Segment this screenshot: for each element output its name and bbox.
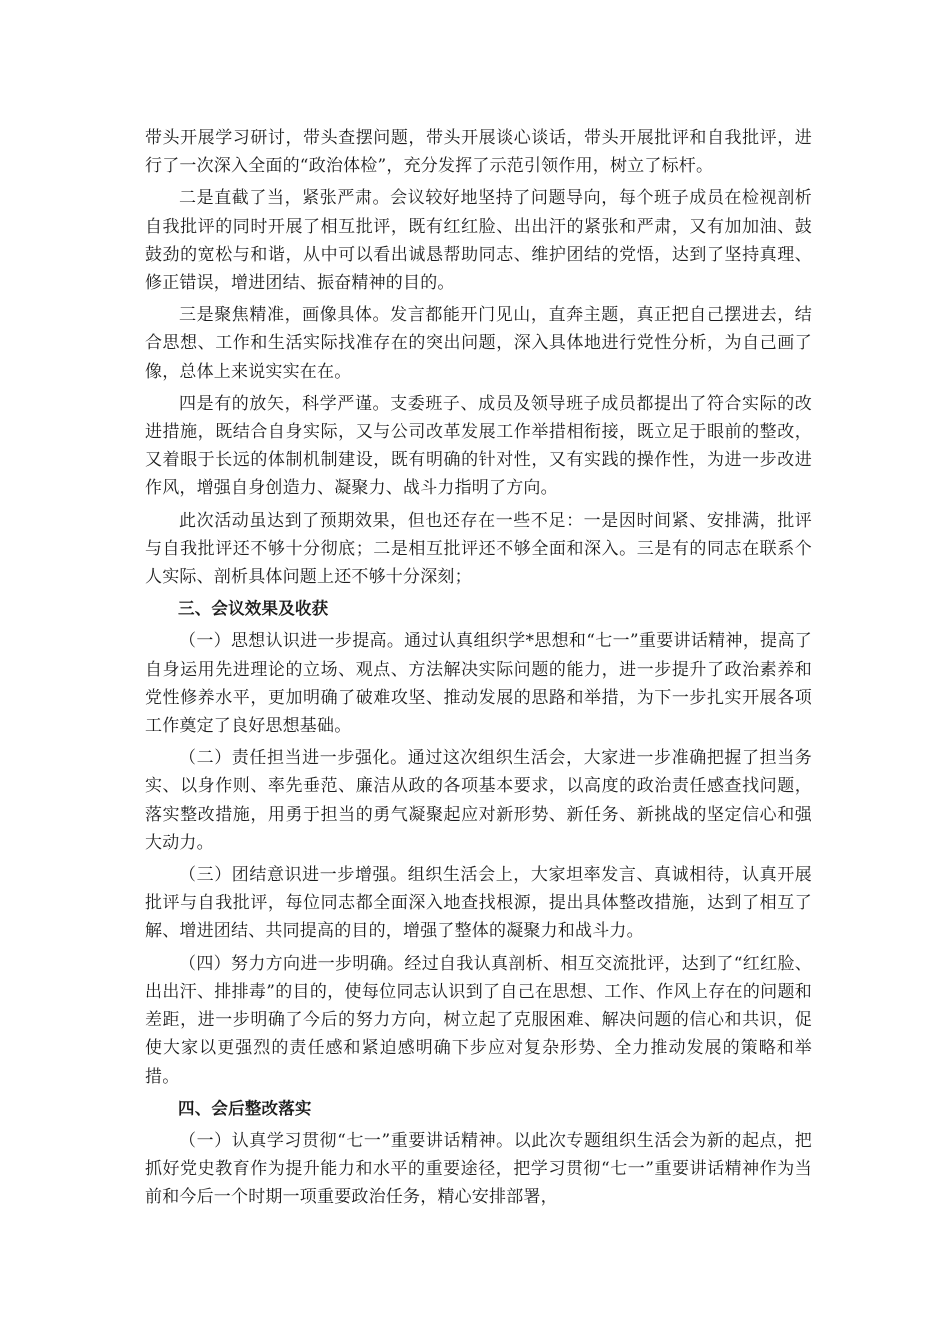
- paragraph-shortcomings: 此次活动虽达到了预期效果，但也还存在一些不足：一是因时间紧、安排满，批评与自我批评还不够十分彻底；二是相互批评还不够全面和深入。三是有的同志在联系个人实际、剖析具体问题上还不够十分深刻；: [145, 510, 812, 588]
- paragraph-result-two: （二）责任担当进一步强化。通过这次组织生活会，大家进一步准确把握了担当务实、以身作则、率先垂范、廉洁从政的各项基本要求，以高度的政治责任感查找问题，落实整改措施，用勇于担当的勇气凝聚起应对新形势、新任务、新挑战的坚定信心和强大动力。: [145, 748, 812, 853]
- paragraph-point-two: 二是直截了当，紧张严肃。会议较好地坚持了问题导向，每个班子成员在检视剖析自我批评的同时开展了相互批评，既有红红脸、出出汗的紧张和严肃，又有加加油、鼓鼓劲的宽松与和谐，从中可以看出诚恳帮助同志、维护团结的党悟，达到了坚持真理、修正错误，增进团结、振奋精神的目的。: [145, 188, 812, 294]
- section-heading-four: 四、会后整改落实: [178, 1098, 312, 1118]
- paragraph-rectification-one: （一）认真学习贯彻“七一”重要讲话精神。以此次专题组织生活会为新的起点，把抓好党史教育作为提升能力和水平的重要途径，把学习贯彻“七一”重要讲话精神作为当前和今后一个时期一项重要政治任务，精心安排部署，: [145, 1130, 812, 1208]
- paragraph-continuation: 带头开展学习研讨，带头查摆问题，带头开展谈心谈话，带头开展批评和自我批评，进行了一次深入全面的“政治体检”，充分发挥了示范引领作用，树立了标杆。: [145, 128, 812, 177]
- paragraph-point-four: 四是有的放矢，科学严谨。支委班子、成员及领导班子成员都提出了符合实际的改进措施，既结合自身实际，又与公司改革发展工作举措相衔接，既立足于眼前的整改，又着眼于长远的体制机制建设，既有明确的针对性，又有实践的操作性，为进一步改进作风，增强自身创造力、凝聚力、战斗力指明了方向。: [145, 393, 812, 499]
- document-body: [145, 124, 812, 1216]
- paragraph-result-three: （三）团结意识进一步增强。组织生活会上，大家坦率发言、真诚相待，认真开展批评与自我批评，每位同志都全面深入地查找根源，提出具体整改措施，达到了相互了解、增进团结、共同提高的目的，增强了整体的凝聚力和战斗力。: [145, 865, 812, 942]
- section-heading-three: 三、会议效果及收获: [178, 599, 329, 619]
- paragraph-point-three: 三是聚焦精准，画像具体。发言都能开门见山，直奔主题，真正把自己摆进去，结合思想、工作和生活实际找准存在的突出问题，深入具体地进行党性分析，为自己画了像，总体上来说实实在在。: [145, 305, 812, 382]
- paragraph-result-one: （一）思想认识进一步提高。通过认真组织学*思想和“七一”重要讲话精神，提高了自身运用先进理论的立场、观点、方法解决实际问题的能力，进一步提升了政治素养和党性修养水平，更加明确了破难攻坚、推动发展的思路和举措，为下一步扎实开展各项工作奠定了良好思想基础。: [145, 631, 812, 737]
- paragraph-result-four: （四）努力方向进一步明确。经过自我认真剖析、相互交流批评，达到了“红红脸、出出汗、排排毒”的目的，使每位同志认识到了自己在思想、工作、作风上存在的问题和差距，进一步明确了今后的努力方向，树立起了克服困难、解决问题的信心和共识，促使大家以更强烈的责任感和紧迫感明确下步应对复杂形势、全力推动发展的策略和举措。: [145, 953, 812, 1087]
